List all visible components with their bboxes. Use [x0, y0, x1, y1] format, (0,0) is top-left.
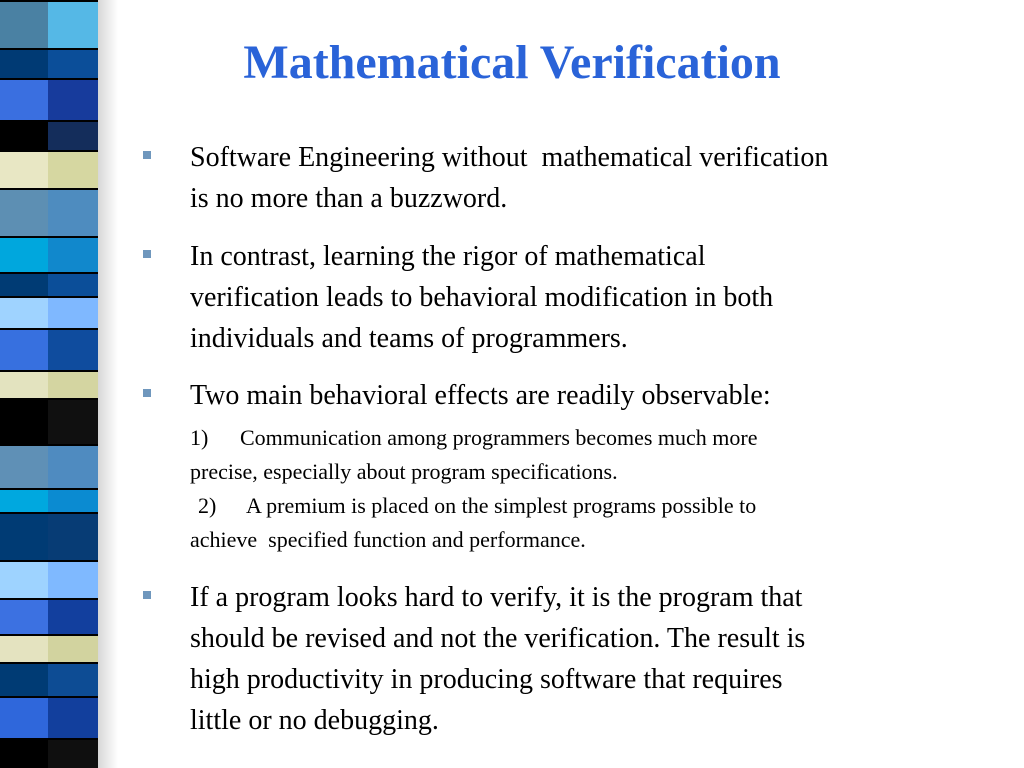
strip-segment — [0, 512, 48, 560]
strip-segment — [48, 398, 100, 444]
strip-segment — [48, 634, 100, 662]
strip-segment — [0, 370, 48, 398]
strip-segment — [48, 598, 100, 634]
strip-segment — [48, 696, 100, 738]
strip-rows — [0, 0, 100, 768]
strip-segment — [0, 488, 48, 512]
strip-segment — [48, 150, 100, 188]
strip-segment — [0, 188, 48, 236]
strip-segment — [48, 272, 100, 296]
bullet-text: Software Engineering without mathematical verification is no more than a buzzword. — [190, 142, 829, 214]
square-bullet-icon — [143, 591, 151, 599]
strip-segment — [48, 328, 100, 370]
sublist-number: 2) — [198, 493, 217, 518]
strip-segment — [0, 696, 48, 738]
numbered-sublist — [190, 421, 980, 557]
strip-segment — [48, 560, 100, 598]
bullet-item-2 — [143, 236, 973, 359]
strip-segment — [48, 236, 100, 272]
strip-segment — [48, 662, 100, 696]
strip-segment — [0, 662, 48, 696]
strip-segment — [0, 560, 48, 598]
sublist-item-1 — [190, 421, 980, 489]
strip-segment — [0, 120, 48, 150]
square-bullet-icon — [143, 151, 151, 159]
square-bullet-icon — [143, 250, 151, 258]
strip-segment — [0, 150, 48, 188]
strip-segment — [0, 598, 48, 634]
strip-segment — [0, 236, 48, 272]
strip-segment — [48, 488, 100, 512]
bullet-item-3 — [143, 375, 973, 416]
strip-segment — [48, 512, 100, 560]
strip-segment — [0, 272, 48, 296]
strip-segment — [48, 296, 100, 328]
sublist-number: 1) — [190, 425, 209, 450]
strip-segment — [0, 398, 48, 444]
square-bullet-icon — [143, 389, 151, 397]
bullet-text: Two main behavioral effects are readily observable: — [190, 380, 771, 411]
strip-segment — [0, 444, 48, 488]
strip-segment — [48, 444, 100, 488]
sublist-text: Communication among programmers becomes much more precise, especially about program specifications. — [190, 425, 758, 484]
strip-segment — [48, 738, 100, 768]
decorative-left-strip — [0, 0, 118, 768]
sublist-item-2 — [190, 489, 980, 557]
strip-segment — [48, 188, 100, 236]
bullet-item-1 — [143, 137, 973, 219]
strip-segment — [0, 634, 48, 662]
strip-segment — [0, 328, 48, 370]
slide-title: Mathematical Verification — [243, 36, 781, 89]
bullet-text: In contrast, learning the rigor of mathematical verification leads to behavioral modification in both individuals and teams of programmers. — [190, 241, 774, 354]
bullet-item-4 — [143, 577, 973, 741]
strip-segment — [48, 120, 100, 150]
bullet-text: If a program looks hard to verify, it is the program that should be revised and not the verification. The result is high productivity in producing software that requires little or no debugging. — [190, 582, 806, 736]
sublist-text: A premium is placed on the simplest programs possible to achieve specified function and performance. — [190, 493, 757, 552]
strip-segment — [48, 370, 100, 398]
strip-segment — [0, 738, 48, 768]
strip-shadow — [98, 0, 118, 768]
strip-segment — [0, 296, 48, 328]
